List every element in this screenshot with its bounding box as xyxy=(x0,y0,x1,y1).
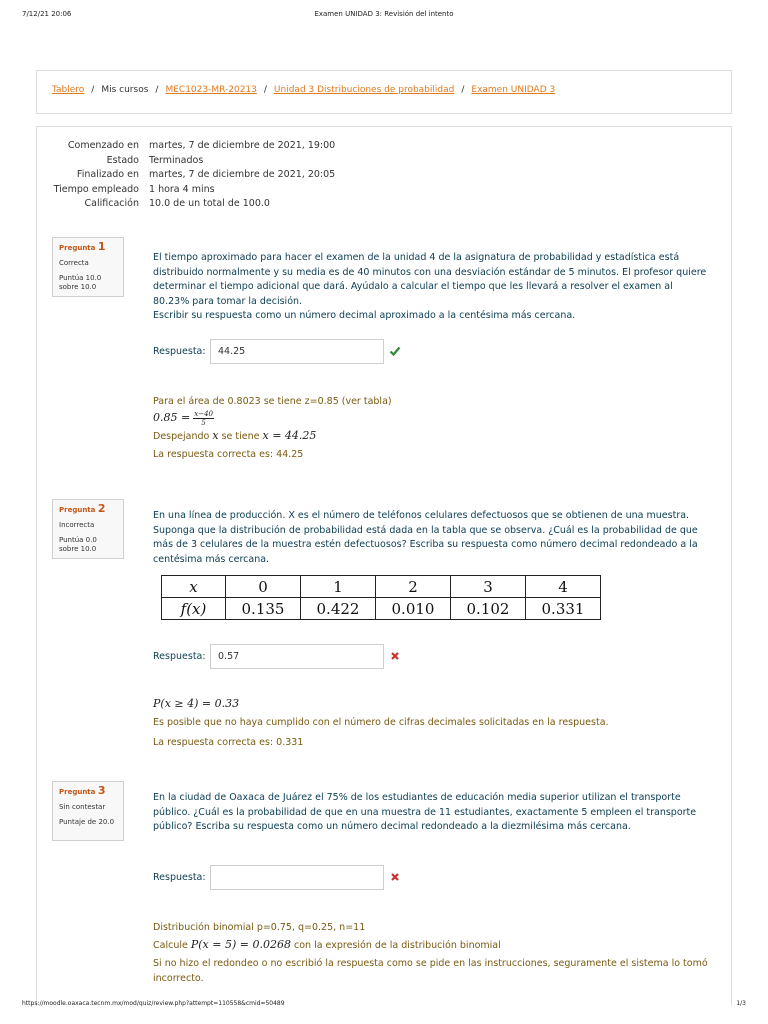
cross-icon xyxy=(389,650,401,662)
table-cell: f(x) xyxy=(162,598,226,620)
equation-fraction xyxy=(193,410,214,427)
table-cell: x xyxy=(162,576,226,598)
check-icon xyxy=(389,345,401,357)
question-3-feedback xyxy=(153,921,713,986)
feedback-line: Para el área de 0.8023 se tiene z=0.85 (ver tabla) xyxy=(153,396,392,407)
table-cell: 0.331 xyxy=(526,598,601,620)
print-title: Examen UNIDAD 3: Revisión del intento xyxy=(314,10,454,18)
summary-value: 10.0 de un total de 100.0 xyxy=(149,198,270,209)
print-date: 7/12/21 20:06 xyxy=(22,10,72,18)
breadcrumb-separator: / xyxy=(263,85,267,95)
feedback-equation xyxy=(153,410,713,427)
probability-table xyxy=(161,575,601,620)
question-1-text xyxy=(153,251,708,324)
table-cell: 2 xyxy=(376,576,451,598)
summary-value: martes, 7 de diciembre de 2021, 20:05 xyxy=(149,169,336,180)
breadcrumb xyxy=(36,70,732,114)
question-title: Pregunta 1 xyxy=(59,240,106,253)
question-grade: Puntúa 10.0 sobre 10.0 xyxy=(59,274,102,291)
question-paragraph: Escribir su respuesta como un número decimal aproximado a la centésima más cercana. xyxy=(153,310,576,321)
feedback-note: Es posible que no haya cumplido con el número de cifras decimales solicitadas en la respuesta. xyxy=(153,716,609,728)
question-grade: Puntaje de 20.0 xyxy=(59,818,115,826)
summary-row-finished xyxy=(51,168,651,183)
table-cell: 0.135 xyxy=(226,598,301,620)
question-number: 3 xyxy=(97,784,106,797)
table-row-fx xyxy=(162,598,601,620)
print-header xyxy=(22,10,746,22)
attempt-summary xyxy=(51,139,651,212)
question-title: Pregunta 3 xyxy=(59,784,106,797)
summary-label: Calificación xyxy=(84,198,139,209)
summary-value: 1 hora 4 mins xyxy=(149,183,215,195)
table-cell: 0 xyxy=(226,576,301,598)
answer-input[interactable]: 0.57 xyxy=(210,644,384,669)
question-grade: Puntúa 0.0 sobre 10.0 xyxy=(59,536,97,553)
question-paragraph: El tiempo aproximado para hacer el examen de la unidad 4 de la asignatura de probabilidad y estadística está distribuido normalmente y su media es de 40 minutos con una desviación estándar de 5 minutos. El profesor quiere determinar el tiempo adicional que dará. Ayúdalo a calcular el tiempo que les llevará a resolver el examen al 80.23% para tomar la decisión. xyxy=(153,252,707,307)
question-number: 2 xyxy=(97,502,106,515)
answer-label: Respuesta: xyxy=(153,346,206,357)
quiz-review xyxy=(36,126,732,1006)
breadcrumb-separator: / xyxy=(461,85,465,95)
correct-answer: La respuesta correcta es: 0.331 xyxy=(153,737,304,748)
feedback-equation: P(x ≥ 4) = 0.33 xyxy=(153,697,240,710)
summary-row-time xyxy=(51,183,651,198)
print-page-number: 1/3 xyxy=(736,1000,746,1007)
correct-answer: La respuesta correcta es: 44.25 xyxy=(153,449,304,460)
table-row-x xyxy=(162,576,601,598)
answer-label: Respuesta: xyxy=(153,872,206,883)
summary-row-started xyxy=(51,139,651,154)
question-1-info xyxy=(52,237,124,297)
answer-label: Respuesta: xyxy=(153,651,206,662)
table-cell: 0.010 xyxy=(376,598,451,620)
question-3-info xyxy=(52,781,124,841)
question-1-feedback xyxy=(153,395,713,463)
summary-label: Estado xyxy=(106,154,139,166)
breadcrumb-separator: / xyxy=(155,85,159,95)
question-title: Pregunta 2 xyxy=(59,502,106,515)
breadcrumb-course[interactable]: MEC1023-MR-20213 xyxy=(165,85,257,95)
table-cell: 0.422 xyxy=(301,598,376,620)
answer-input[interactable]: 44.25 xyxy=(210,339,384,364)
question-3-text xyxy=(153,791,708,835)
fraction-numerator: x−40 xyxy=(194,409,213,418)
question-number: 1 xyxy=(97,240,106,253)
math-result: x = 44.25 xyxy=(262,428,317,442)
cross-icon xyxy=(389,871,401,883)
breadcrumb-mis-cursos: Mis cursos xyxy=(101,85,149,95)
breadcrumb-unit[interactable]: Unidad 3 Distribuciones de probabilidad xyxy=(273,85,455,95)
question-2-feedback xyxy=(153,697,713,751)
question-state: Correcta xyxy=(59,259,89,267)
summary-label: Finalizado en xyxy=(76,169,139,180)
breadcrumb-tablero[interactable]: Tablero xyxy=(52,85,85,95)
print-footer xyxy=(22,1000,746,1010)
table-cell: 0.102 xyxy=(451,598,526,620)
question-state: Incorrecta xyxy=(59,521,95,529)
feedback-note: Si no hizo el redondeo o no escribió la respuesta como se pide en las instrucciones, seguramente el sistema lo tomó incorrecto. xyxy=(153,958,708,984)
table-cell: 1 xyxy=(301,576,376,598)
question-state: Sin contestar xyxy=(59,803,106,811)
fraction-denominator: 5 xyxy=(201,418,206,427)
summary-label: Comenzado en xyxy=(67,140,139,151)
question-2-info xyxy=(52,499,124,559)
equation-lhs: 0.85 = xyxy=(153,410,191,424)
breadcrumb-exam[interactable]: Examen UNIDAD 3 xyxy=(471,85,556,95)
question-paragraph: En la ciudad de Oaxaca de Juárez el 75% de los estudiantes de educación media superior utilizan el transporte público. ¿Cuál es la probabilidad de que en una muestra de 11 estudiantes, exactamente 5 empleen el transporte público? Escriba su respuesta como un número decimal redondeado a la diezmilésima más cercana. xyxy=(153,792,697,832)
summary-label: Tiempo empleado xyxy=(53,183,139,195)
table-cell: 4 xyxy=(526,576,601,598)
question-paragraph: En una línea de producción. X es el número de teléfonos celulares defectuosos que se obtienen de una muestra. Suponga que la distribución de probabilidad está dada en la tabla que se observa. ¿Cuál es la probabilidad de que más de 3 celulares de la muestra estén defectuosos? Escriba su respuesta como número decimal redondeado a la centésima más cercana. xyxy=(153,510,698,565)
math-var: x xyxy=(212,428,219,442)
summary-row-state xyxy=(51,154,651,169)
feedback-line: Despejando x se tiene x = 44.25 xyxy=(153,428,317,442)
feedback-line: Distribución binomial p=0.75, q=0.25, n=11 xyxy=(153,922,366,933)
math-result: P(x = 5) = 0.0268 xyxy=(190,937,291,951)
summary-value: martes, 7 de diciembre de 2021, 19:00 xyxy=(149,140,336,151)
table-cell: 3 xyxy=(451,576,526,598)
breadcrumb-separator: / xyxy=(91,85,95,95)
question-2-text xyxy=(153,509,708,567)
answer-input[interactable] xyxy=(210,865,384,890)
feedback-line: Calcule P(x = 5) = 0.0268 con la expresión de la distribución binomial xyxy=(153,937,501,951)
print-url: https://moodle.oaxaca.tecnm.mx/mod/quiz/review.php?attempt=110558&cmid=50489 xyxy=(22,1000,285,1007)
summary-row-grade xyxy=(51,197,651,212)
summary-value: Terminados xyxy=(149,154,204,166)
